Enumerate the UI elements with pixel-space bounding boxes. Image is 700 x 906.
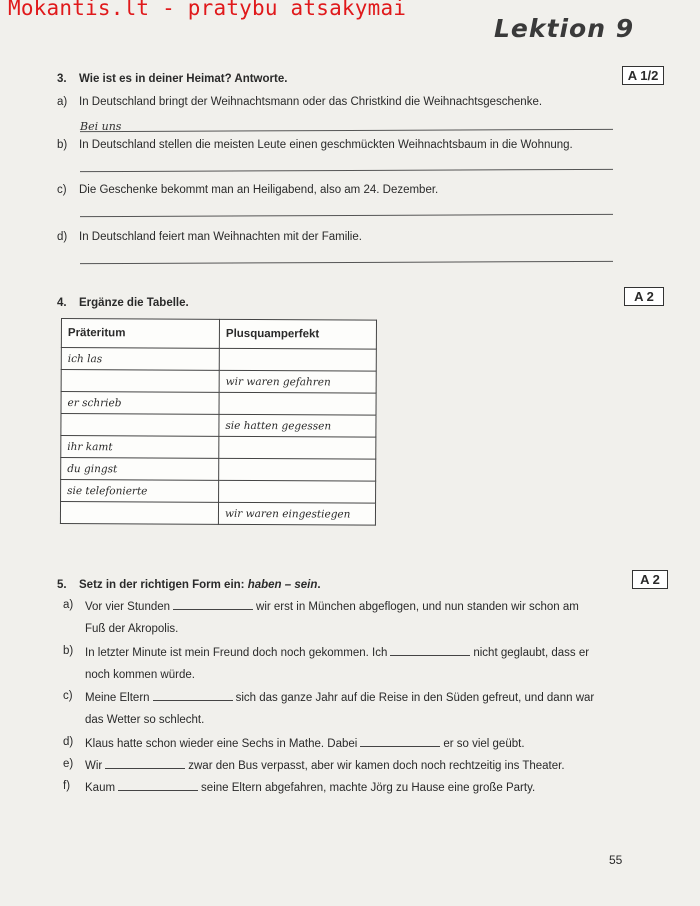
item-text: In Deutschland bringt der Weihnachtsmann oder das Christkind die Weihnachtsgeschenke. xyxy=(79,96,543,108)
item-label: c) xyxy=(63,690,73,702)
table-cell[interactable]: wir waren eingestiegen xyxy=(218,502,375,525)
watermark: Mokantis.lt - pratybu atsakymai xyxy=(8,0,407,20)
item-label: c) xyxy=(57,184,67,196)
task-3-title: Wie ist es in deiner Heimat? Antworte. xyxy=(79,73,288,85)
task-5-number: 5. xyxy=(57,579,67,591)
column-header-praeteritum: Präteritum xyxy=(61,319,219,349)
task-3-number: 3. xyxy=(57,73,67,85)
task-5-item-e xyxy=(63,758,623,776)
fill-blank-d[interactable] xyxy=(360,736,440,747)
answer-line-c[interactable] xyxy=(80,214,613,217)
item-label: d) xyxy=(63,736,74,748)
item-text-before: Vor vier Stunden xyxy=(85,601,171,613)
table-row xyxy=(61,414,376,438)
table-row xyxy=(60,502,375,526)
table-cell[interactable] xyxy=(60,502,218,525)
task-5-title-suffix: . xyxy=(317,579,321,591)
item-text: In Deutschland feiert man Weihnachten mit der Familie. xyxy=(79,231,362,243)
verb-table xyxy=(60,318,377,526)
item-label: f) xyxy=(63,780,71,792)
answer-line-d[interactable] xyxy=(80,261,613,264)
item-text-after: seine Eltern abgefahren, machte Jörg zu Hause eine große Party. xyxy=(201,782,536,794)
task-5-item-f xyxy=(63,780,623,798)
table-row xyxy=(61,348,376,372)
table-cell[interactable] xyxy=(219,458,376,481)
item-text: In Deutschland stellen die meisten Leute einen geschmückten Weihnachtsbaum in die Wohnung. xyxy=(79,139,573,151)
table-row xyxy=(61,436,376,460)
table-cell[interactable]: sie hatten gegessen xyxy=(219,414,376,437)
fill-blank-e[interactable] xyxy=(105,758,185,769)
item-text-after: zwar den Bus verpasst, aber wir kamen doch noch rechtzeitig ins Theater. xyxy=(188,760,565,772)
item-label: a) xyxy=(63,599,74,611)
item-label: d) xyxy=(57,231,68,243)
table-cell[interactable]: ihr kamt xyxy=(61,436,219,459)
table-cell[interactable]: du gingst xyxy=(61,458,219,481)
item-text-after: wir erst in München abgeflogen, und nun standen wir schon am xyxy=(256,601,579,613)
task-5-item-b xyxy=(63,645,623,685)
item-text-before: In letzter Minute ist mein Freund doch noch gekommen. Ich xyxy=(85,647,388,659)
task-5-item-a xyxy=(63,599,623,639)
table-cell[interactable] xyxy=(219,480,376,503)
task-4-title: Ergänze die Tabelle. xyxy=(79,297,189,309)
item-text-after: sich das ganze Jahr auf die Reise in den Süden gefreut, und dann war xyxy=(235,692,595,704)
item-label: b) xyxy=(63,645,74,657)
table-cell[interactable] xyxy=(219,348,376,371)
fill-blank-a[interactable] xyxy=(173,599,253,610)
task-3-answer-a: Bei uns xyxy=(80,120,122,133)
table-cell[interactable] xyxy=(219,436,376,459)
task-5-heading xyxy=(57,579,321,591)
table-cell[interactable]: sie telefonierte xyxy=(61,480,219,503)
table-row xyxy=(61,480,376,504)
task-4-badge: A 2 xyxy=(624,287,664,306)
task-4-number: 4. xyxy=(57,297,67,309)
task-5-badge: A 2 xyxy=(632,570,668,589)
table-row xyxy=(61,392,376,416)
task-3-item-d xyxy=(57,231,617,247)
task-3-heading xyxy=(57,73,287,85)
task-5-title-words: haben – sein xyxy=(247,579,318,591)
table-cell[interactable]: wir waren gefahren xyxy=(219,370,376,393)
item-text-before: Klaus hatte schon wieder eine Sechs in Mathe. Dabei xyxy=(85,738,358,750)
task-4-heading xyxy=(57,297,189,309)
page-number: 55 xyxy=(609,853,623,867)
fill-blank-c[interactable] xyxy=(153,690,233,701)
answer-line-a[interactable] xyxy=(80,129,613,132)
item-label: a) xyxy=(57,96,68,108)
item-text-before: Kaum xyxy=(85,782,116,794)
item-text-before: Meine Eltern xyxy=(85,692,150,704)
task-3-item-a xyxy=(57,96,617,112)
item-label: e) xyxy=(63,758,74,770)
item-text-continued: das Wetter so schlecht. xyxy=(85,714,205,726)
fill-blank-f[interactable] xyxy=(118,780,198,791)
task-5-item-c xyxy=(63,690,623,730)
table-cell[interactable] xyxy=(219,392,376,415)
item-text-continued: Fuß der Akropolis. xyxy=(85,623,179,635)
fill-blank-b[interactable] xyxy=(390,645,470,656)
table-cell[interactable]: er schrieb xyxy=(61,392,219,415)
table-row xyxy=(61,458,376,482)
table-row xyxy=(61,370,376,394)
task-5-title-prefix: Setz in der richtigen Form ein: xyxy=(79,579,248,591)
item-text-before: Wir xyxy=(85,760,103,772)
item-text-continued: noch kommen würde. xyxy=(85,669,195,681)
lesson-title: Lektion 9 xyxy=(494,14,635,43)
task-3-badge: A 1/2 xyxy=(622,66,664,85)
task-3-item-b xyxy=(57,139,617,155)
table-cell[interactable]: ich las xyxy=(61,348,219,371)
item-text-after: nicht geglaubt, dass er xyxy=(473,647,590,659)
task-3-item-c xyxy=(57,184,617,200)
table-cell[interactable] xyxy=(61,370,219,393)
item-text-after: er so viel geübt. xyxy=(443,738,525,750)
table-cell[interactable] xyxy=(61,414,219,437)
item-text: Die Geschenke bekommt man an Heiligabend, also am 24. Dezember. xyxy=(79,184,439,196)
task-5-item-d xyxy=(63,736,623,754)
column-header-plusquamperfekt: Plusquamperfekt xyxy=(219,319,376,349)
answer-line-b[interactable] xyxy=(80,169,613,172)
item-label: b) xyxy=(57,139,68,151)
table-header-row xyxy=(61,319,376,350)
